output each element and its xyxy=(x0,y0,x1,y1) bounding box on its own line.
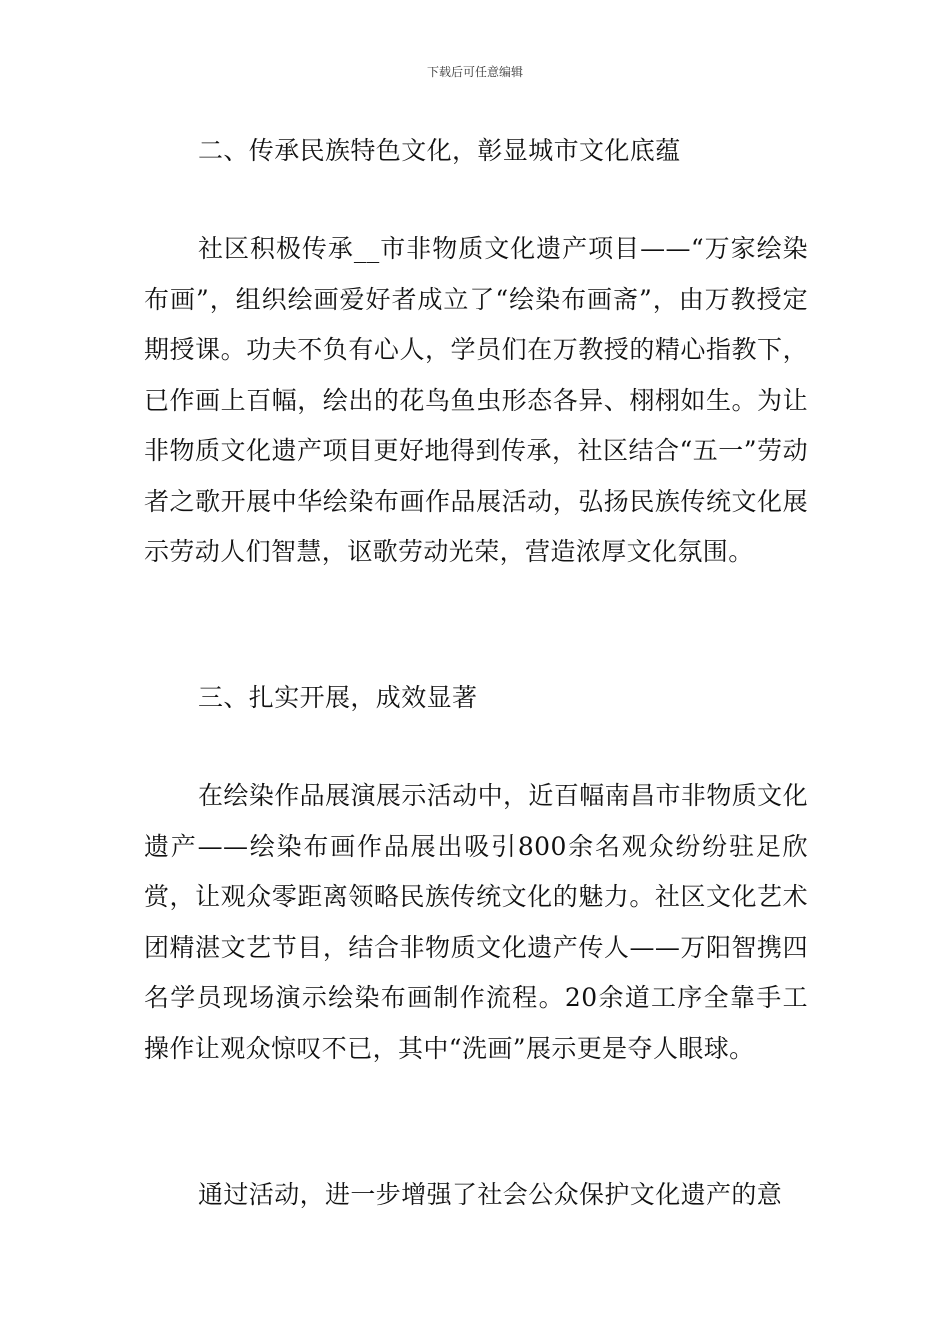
page-header-note: 下载后可任意编辑 xyxy=(426,65,523,79)
paragraph-activity-effect: 通过活动，进一步增强了社会公众保护文化遗产的意 xyxy=(198,1180,783,1209)
paragraph-heritage-inheritance: 社区积极传承__市非物质文化遗产项目——“万家绘染布画”，组织绘画爱好者成立了“绘染布画斋”，由万教授定期授课。功夫不负有心人，学员们在万教授的精心指教下，已作画上百幅，绘出的花鸟鱼虫形态各异、栩栩如生。为让非物质文化遗产项目更好地得到传承，社区结合“五一”劳动者之歌开展中华绘染布画作品展活动，弘扬民族传统文化展示劳动人们智慧，讴歌劳动光荣，营造浓厚文化氛围。 xyxy=(144,234,808,566)
paragraph-exhibition-results: 在绘染作品展演展示活动中，近百幅南昌市非物质文化遗产——绘染布画作品展出吸引800余名观众纷纷驻足欣赏，让观众零距离领略民族传统文化的魅力。社区文化艺术团精湛文艺节目，结合非物质文化遗产传人——万阳智携四名学员现场演示绘染布画制作流程。20余道工序全靠手工操作让观众惊叹不已，其中“洗画”展示更是夺人眼球。 xyxy=(144,781,808,1063)
section-heading-3: 三、扎实开展，成效显著 xyxy=(198,683,478,712)
section-heading-2: 二、传承民族特色文化，彰显城市文化底蕴 xyxy=(198,136,681,165)
